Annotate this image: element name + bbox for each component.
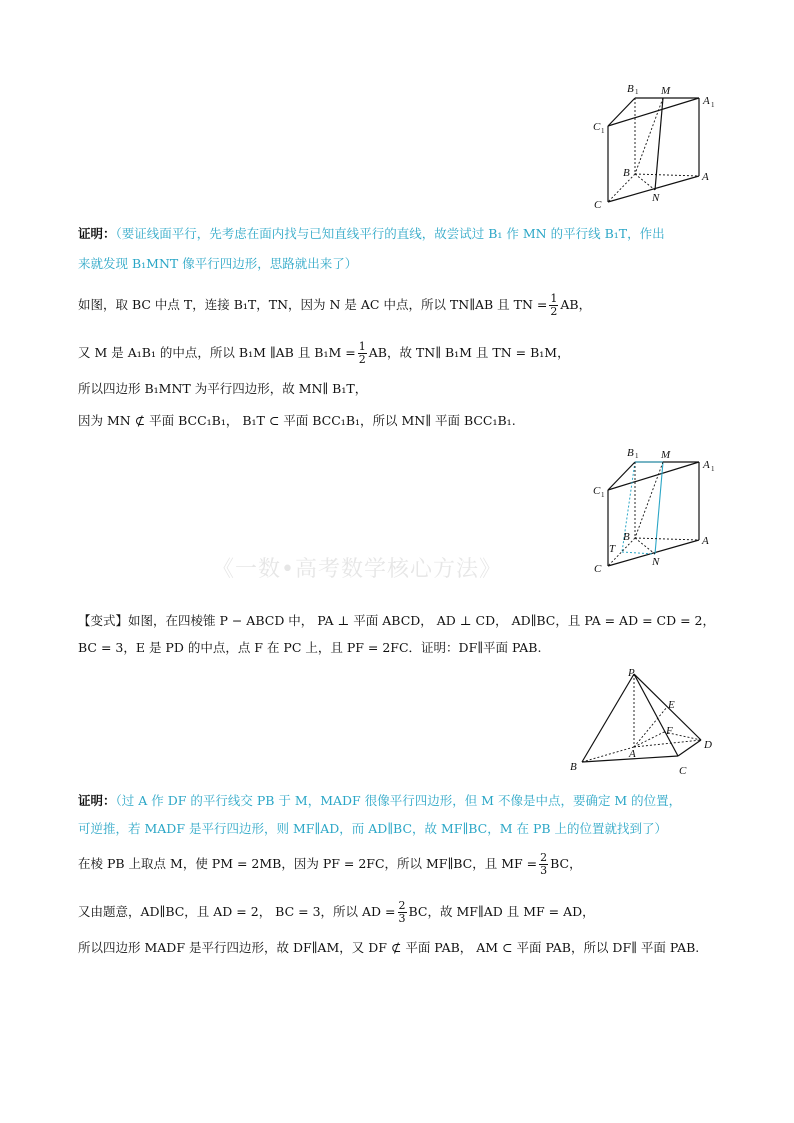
svg-text:1: 1: [601, 491, 605, 499]
fraction: $\frac{1}{2}$: [358, 340, 366, 366]
label-a1: A: [703, 95, 710, 107]
proof2-hint-line2: 可逆推，若 MADF 是平行四边形，则 MF∥AD，而 AD∥BC，故 MF∥BC，M 在 PB 上的位置就找到了）: [78, 821, 668, 836]
label-b1: B: [627, 83, 634, 95]
label-b: B: [623, 531, 630, 543]
label-n: N: [652, 192, 660, 204]
label-c1: C: [593, 485, 601, 497]
label-c: C: [679, 765, 687, 777]
label-c1: C: [593, 121, 601, 133]
variant-line2: BC = 3，E 是 PD 的中点，点 F 在 PC 上，且 PF = 2FC．证明：DF∥平面 PAB.: [78, 640, 542, 655]
svg-text:1: 1: [711, 101, 715, 109]
label-a: A: [702, 535, 709, 547]
label-e: E: [668, 699, 675, 711]
proof1-hint-line1: 证明：（要证线面平行，先考虑在面内找与已知直线平行的直线，故尝试过 B₁ 作 MN 的平行线 B₁T，作出: [78, 226, 665, 241]
variant-line1: 【变式】如图，在四棱锥 P − ABCD 中， PA ⊥ 平面 ABCD， AD ⊥ CD， AD∥BC，且 PA = AD = CD = 2，: [78, 613, 715, 628]
label-d: D: [704, 739, 712, 751]
fraction: $\frac{2}{3}$: [540, 851, 548, 877]
label-c: C: [594, 199, 602, 211]
label-c: C: [594, 563, 602, 575]
label-f: F: [666, 725, 673, 737]
proof1-line1: 如图，取 BC 中点 T，连接 B₁T，TN，因为 N 是 AC 中点，所以 TN∥AB 且 TN = $\frac{1}{2}$ AB，: [78, 292, 592, 318]
proof1-hint-line2: 来就发现 B₁MNT 像平行四边形，思路就出来了）: [78, 256, 358, 271]
label-m: M: [661, 449, 671, 461]
svg-text:1: 1: [601, 127, 605, 135]
label-p: P: [628, 667, 635, 679]
svg-text:1: 1: [635, 88, 639, 96]
label-t: T: [609, 543, 616, 555]
proof2-hint-line1: 证明：（过 A 作 DF 的平行线交 PB 于 M，MADF 很像平行四边形，但 M 不像是中点，要确定 M 的位置，: [78, 793, 682, 808]
proof1-line2: 又 M 是 A₁B₁ 的中点，所以 B₁M ∥AB 且 B₁M = $\frac{1}{2}$ AB，故 TN∥ B₁M 且 TN = B₁M，: [78, 340, 570, 366]
fraction: $\frac{1}{2}$: [550, 292, 558, 318]
svg-text:1: 1: [635, 452, 639, 460]
label-b: B: [570, 761, 577, 773]
label-n: N: [652, 556, 660, 568]
prism-figure-1: [585, 78, 715, 213]
proof1-line3: 所以四边形 B₁MNT 为平行四边形，故 MN∥ B₁T，: [78, 381, 368, 396]
pyramid-figure: [562, 662, 722, 782]
label-b1: B: [627, 447, 634, 459]
proof2-line2: 又由题意，AD∥BC，且 AD = 2， BC = 3，所以 AD = $\frac{2}{3}$ BC，故 MF∥AD 且 MF = AD，: [78, 899, 595, 925]
label-m: M: [661, 85, 671, 97]
label-a1: A: [703, 459, 710, 471]
proof2-line1: 在棱 PB 上取点 M，使 PM = 2MB，因为 PF = 2FC，所以 MF∥BC，且 MF = $\frac{2}{3}$ BC，: [78, 851, 582, 877]
prism-figure-2: [585, 442, 715, 577]
label-a: A: [629, 748, 636, 760]
proof2-line3: 所以四边形 MADF 是平行四边形，故 DF∥AM，又 DF ⊄ 平面 PAB， AM ⊂ 平面 PAB，所以 DF∥ 平面 PAB.: [78, 940, 700, 955]
fraction: $\frac{2}{3}$: [398, 899, 406, 925]
proof1-line4: 因为 MN ⊄ 平面 BCC₁B₁， B₁T ⊂ 平面 BCC₁B₁，所以 MN∥ 平面 BCC₁B₁.: [78, 413, 516, 428]
label-a: A: [702, 171, 709, 183]
svg-text:1: 1: [711, 465, 715, 473]
label-b: B: [623, 167, 630, 179]
watermark: 《一数•高考数学核心方法》: [212, 557, 502, 582]
